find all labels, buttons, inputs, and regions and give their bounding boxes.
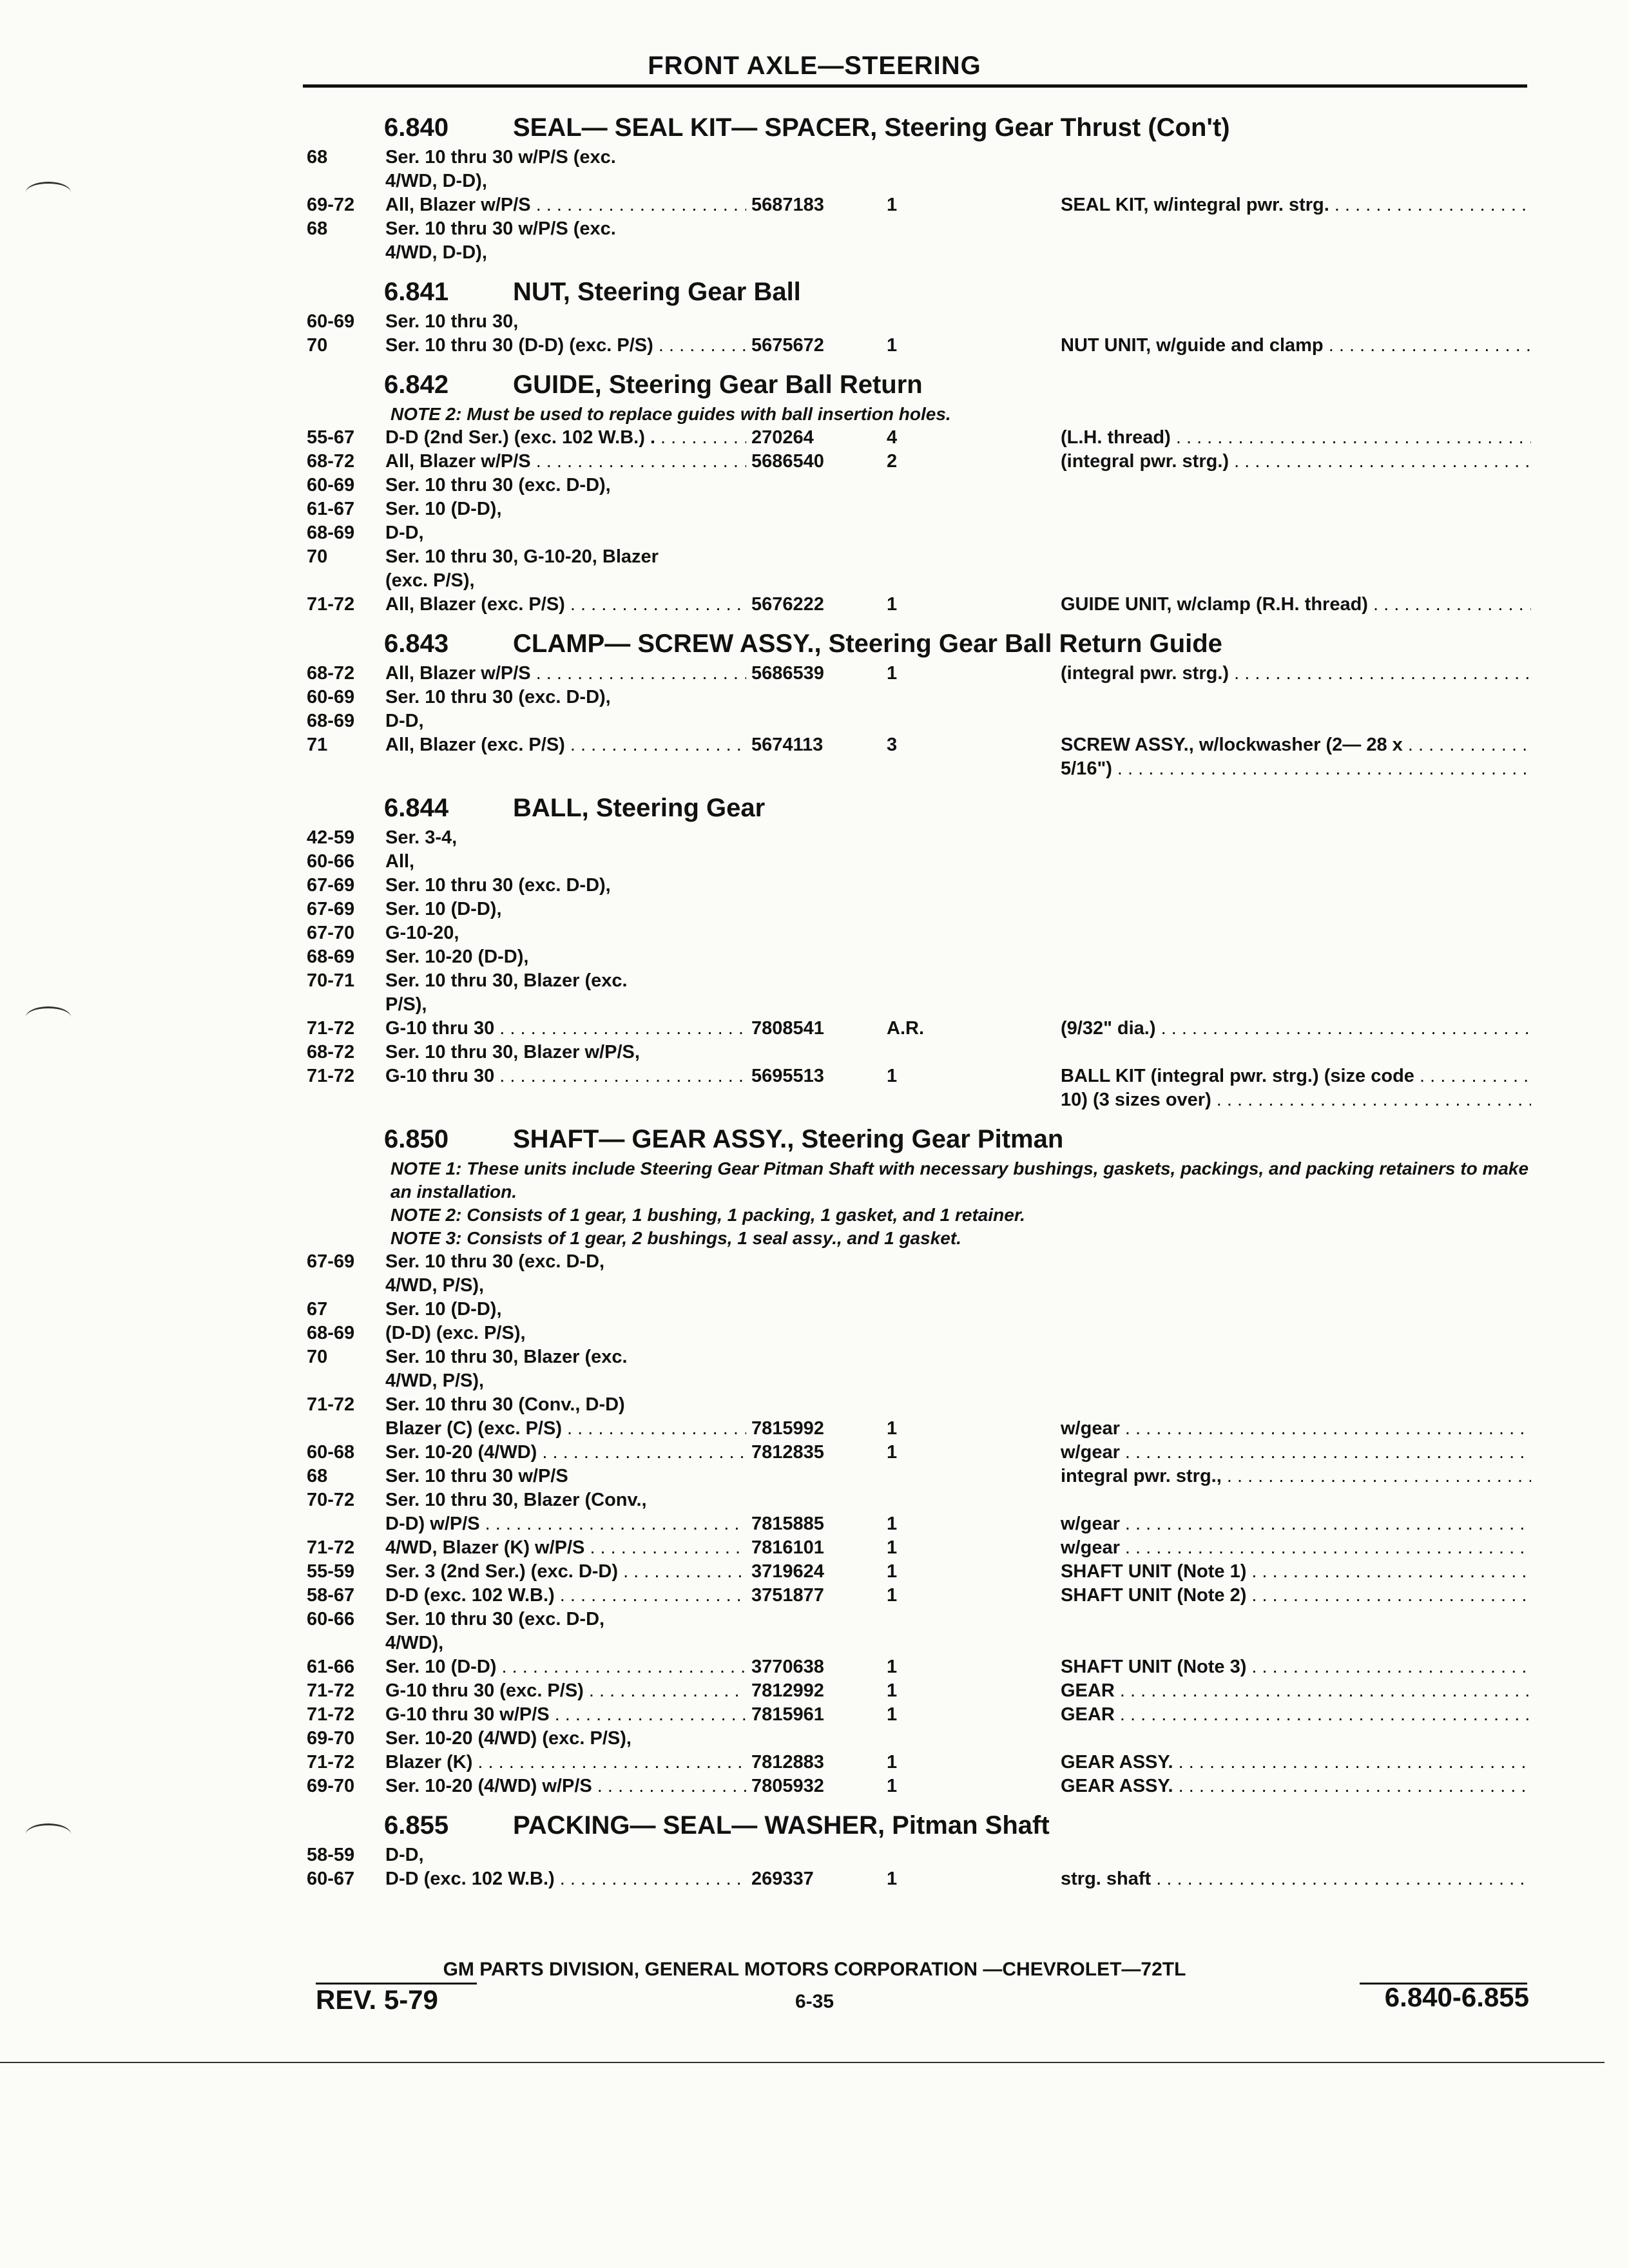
quantity: 1 — [887, 1066, 898, 1086]
quantity: 1 — [887, 1680, 898, 1701]
section-title — [307, 274, 1531, 310]
description: (integral pwr. strg.) . . . — [1061, 662, 1531, 686]
parts-row — [307, 1512, 1531, 1536]
parts-row — [307, 1088, 1531, 1112]
application: Ser. 10 (D-D), — [385, 499, 502, 519]
parts-row — [307, 1488, 1531, 1512]
application: Ser. 10-20 (D-D), — [385, 947, 529, 967]
application: G-10 thru 30 . . . — [385, 1017, 746, 1041]
model-years: 68-72 — [307, 663, 355, 684]
model-years: 68 — [307, 147, 328, 168]
application: All, Blazer (exc. P/S) . . . — [385, 593, 746, 617]
model-years: 71-72 — [307, 1537, 355, 1558]
part-number: 5686540 — [751, 451, 824, 472]
part-number: 5675672 — [751, 335, 824, 356]
parts-row — [307, 1250, 1531, 1274]
model-years: 68-72 — [307, 451, 355, 472]
quantity: 1 — [887, 1657, 898, 1677]
section-number: 6.840 — [384, 113, 449, 142]
parts-row — [307, 709, 1531, 733]
application: Ser. 10 thru 30, — [385, 311, 519, 332]
description: w/gear . . . — [1061, 1536, 1531, 1560]
parts-row — [307, 310, 1531, 334]
application: (D-D) (exc. P/S), — [385, 1323, 526, 1343]
part-number: 7816101 — [751, 1537, 824, 1558]
parts-row — [307, 1321, 1531, 1345]
parts-row — [307, 1441, 1531, 1465]
model-years: 70 — [307, 335, 328, 356]
parts-row — [307, 945, 1531, 969]
parts-catalog-content — [307, 101, 1531, 1891]
quantity: 1 — [887, 1585, 898, 1606]
parts-row — [307, 1274, 1531, 1298]
model-years: 69-70 — [307, 1776, 355, 1796]
quantity: 1 — [887, 335, 898, 356]
description: SHAFT UNIT (Note 3) . . . — [1061, 1655, 1531, 1679]
parts-row — [307, 1608, 1531, 1631]
parts-row — [307, 1041, 1531, 1064]
part-number: 3719624 — [751, 1561, 824, 1582]
parts-row — [307, 993, 1531, 1017]
model-years: 60-69 — [307, 687, 355, 707]
application: Ser. 10 thru 30, Blazer (exc. — [385, 970, 628, 991]
part-number: 5686539 — [751, 663, 824, 684]
parts-row — [307, 1867, 1531, 1891]
parts-row — [307, 1843, 1531, 1867]
binder-hole-mark — [26, 1823, 71, 1845]
parts-row — [307, 593, 1531, 617]
section-title — [307, 626, 1531, 662]
quantity: 1 — [887, 1704, 898, 1725]
model-years: 67 — [307, 1299, 328, 1320]
part-number: 5687183 — [751, 195, 824, 215]
section-title — [307, 1807, 1531, 1843]
parts-row — [307, 1298, 1531, 1321]
application: (exc. P/S), — [385, 570, 475, 591]
model-years: 60-69 — [307, 475, 355, 495]
parts-row — [307, 217, 1531, 241]
footer-revision: REV. 5-79 — [316, 1984, 438, 2015]
parts-row — [307, 450, 1531, 474]
parts-row — [307, 1536, 1531, 1560]
parts-row — [307, 921, 1531, 945]
application: D-D (exc. 102 W.B.) . . . — [385, 1867, 746, 1891]
application: Ser. 10 thru 30, Blazer (exc. — [385, 1347, 628, 1367]
application: 4/WD, P/S), — [385, 1370, 485, 1391]
part-number: 269337 — [751, 1869, 814, 1889]
model-years: 60-69 — [307, 311, 355, 332]
application: 4/WD, D-D), — [385, 171, 487, 191]
section-heading: SHAFT— GEAR ASSY., Steering Gear Pitman — [513, 1125, 1064, 1153]
description: (integral pwr. strg.) . . . — [1061, 450, 1531, 474]
parts-row — [307, 686, 1531, 709]
parts-row — [307, 969, 1531, 993]
description: (L.H. thread) . . . — [1061, 426, 1531, 450]
parts-row — [307, 1417, 1531, 1441]
model-years: 60-67 — [307, 1869, 355, 1889]
model-years: 71 — [307, 735, 328, 755]
quantity: A.R. — [887, 1018, 924, 1039]
application: Ser. 10 (D-D), — [385, 1299, 502, 1320]
description: NUT UNIT, w/guide and clamp . . . — [1061, 334, 1531, 358]
section-number: 6.842 — [384, 370, 449, 399]
parts-row — [307, 898, 1531, 921]
part-number: 7812992 — [751, 1680, 824, 1701]
application: D-D, — [385, 711, 424, 731]
parts-row — [307, 1064, 1531, 1088]
application: Ser. 10 thru 30 (exc. D-D, — [385, 1251, 605, 1272]
bottom-rule — [0, 2062, 1605, 2063]
description: SEAL KIT, w/integral pwr. strg. . . . — [1061, 193, 1531, 217]
description: w/gear . . . — [1061, 1441, 1531, 1465]
parts-row — [307, 874, 1531, 898]
part-number: 7812883 — [751, 1752, 824, 1773]
parts-row — [307, 1631, 1531, 1655]
application: Ser. 10 thru 30, Blazer (Conv., — [385, 1490, 647, 1510]
application: Ser. 10 thru 30 (Conv., D-D) — [385, 1394, 625, 1415]
model-years: 60-66 — [307, 851, 355, 872]
application: G-10-20, — [385, 923, 459, 943]
application: G-10 thru 30 (exc. P/S) . . . — [385, 1679, 746, 1703]
model-years: 71-72 — [307, 1704, 355, 1725]
model-years: 67-69 — [307, 899, 355, 919]
model-years: 70-71 — [307, 970, 355, 991]
model-years: 71-72 — [307, 1066, 355, 1086]
application: Ser. 10 thru 30 (exc. D-D), — [385, 687, 611, 707]
description: GEAR ASSY. . . . — [1061, 1751, 1531, 1774]
quantity: 1 — [887, 195, 898, 215]
application: 4/WD, Blazer (K) w/P/S . . . — [385, 1536, 746, 1560]
description: GEAR . . . — [1061, 1703, 1531, 1727]
page-header: FRONT AXLE—STEERING — [648, 52, 981, 80]
model-years: 69-72 — [307, 195, 355, 215]
part-number: 5695513 — [751, 1066, 824, 1086]
section-number: 6.841 — [384, 278, 449, 306]
model-years: 61-66 — [307, 1657, 355, 1677]
section-title — [307, 1121, 1531, 1157]
model-years: 69-70 — [307, 1728, 355, 1749]
application: Ser. 10 thru 30 w/P/S (exc. — [385, 147, 616, 168]
model-years: 55-59 — [307, 1561, 355, 1582]
application: Ser. 10 (D-D), — [385, 899, 502, 919]
description: w/gear . . . — [1061, 1512, 1531, 1536]
parts-row — [307, 1679, 1531, 1703]
application: All, Blazer w/P/S . . . — [385, 193, 746, 217]
section-heading: SEAL— SEAL KIT— SPACER, Steering Gear Thrust (Con't) — [513, 113, 1230, 142]
model-years: 71-72 — [307, 1680, 355, 1701]
binder-hole-mark — [26, 182, 71, 203]
section-number: 6.844 — [384, 794, 449, 822]
quantity: 1 — [887, 594, 898, 615]
model-years: 70-72 — [307, 1490, 355, 1510]
application: Ser. 3-4, — [385, 827, 458, 848]
parts-row — [307, 241, 1531, 265]
application: Ser. 10 thru 30, G-10-20, Blazer — [385, 546, 659, 567]
parts-row — [307, 169, 1531, 193]
description: GUIDE UNIT, w/clamp (R.H. thread) . . . — [1061, 593, 1531, 617]
application: P/S), — [385, 994, 427, 1015]
parts-row — [307, 1017, 1531, 1041]
parts-row — [307, 662, 1531, 686]
application: Ser. 10 thru 30, Blazer w/P/S, — [385, 1042, 640, 1062]
description: BALL KIT (integral pwr. strg.) (size code . . . — [1061, 1064, 1531, 1088]
section-number: 6.850 — [384, 1125, 449, 1153]
parts-row — [307, 1751, 1531, 1774]
section-note: NOTE 3: Consists of 1 gear, 2 bushings, 1 seal assy., and 1 gasket. — [390, 1228, 961, 1248]
part-number: 7805932 — [751, 1776, 824, 1796]
description: w/gear . . . — [1061, 1417, 1531, 1441]
model-years: 68-69 — [307, 711, 355, 731]
application: D-D (exc. 102 W.B.) . . . — [385, 1584, 746, 1608]
model-years: 58-59 — [307, 1845, 355, 1865]
application: Ser. 10 thru 30 (exc. D-D), — [385, 475, 611, 495]
parts-row — [307, 146, 1531, 169]
parts-row — [307, 1727, 1531, 1751]
description: 10) (3 sizes over) . . . — [1061, 1088, 1531, 1112]
application: All, Blazer w/P/S . . . — [385, 450, 746, 474]
model-years: 67-70 — [307, 923, 355, 943]
application: Ser. 10 thru 30 w/P/S — [385, 1466, 568, 1486]
parts-row — [307, 1393, 1531, 1417]
quantity: 1 — [887, 1776, 898, 1796]
application: 4/WD, D-D), — [385, 242, 487, 263]
model-years: 70 — [307, 1347, 328, 1367]
model-years: 67-69 — [307, 875, 355, 896]
description: GEAR . . . — [1061, 1679, 1531, 1703]
quantity: 1 — [887, 1752, 898, 1773]
part-number: 7808541 — [751, 1018, 824, 1039]
description: SHAFT UNIT (Note 1) . . . — [1061, 1560, 1531, 1584]
part-number: 7815992 — [751, 1418, 824, 1439]
model-years: 68-69 — [307, 523, 355, 543]
parts-row — [307, 545, 1531, 569]
quantity: 3 — [887, 735, 898, 755]
parts-row — [307, 1465, 1531, 1488]
description: 5/16") . . . — [1061, 757, 1531, 781]
application: D-D, — [385, 1845, 424, 1865]
model-years: 70 — [307, 546, 328, 567]
section-note: NOTE 2: Must be used to replace guides with ball insertion holes. — [390, 404, 951, 424]
application: Ser. 10 thru 30 (exc. D-D), — [385, 875, 611, 896]
application: G-10 thru 30 . . . — [385, 1064, 746, 1088]
footer-page-number: 6-35 — [795, 1991, 834, 2012]
section-note: NOTE 1: These units include Steering Gear Pitman Shaft with necessary bushings, gaskets, packings, and packing retainers to make an installation. — [390, 1158, 1529, 1202]
model-years: 58-67 — [307, 1585, 355, 1606]
application: D-D (2nd Ser.) (exc. 102 W.B.) . . . . — [385, 426, 746, 450]
part-number: 7815885 — [751, 1514, 824, 1534]
parts-row — [307, 1703, 1531, 1727]
application: Ser. 10-20 (4/WD) . . . — [385, 1441, 746, 1465]
header-rule — [303, 84, 1527, 88]
model-years: 61-67 — [307, 499, 355, 519]
application: Ser. 10-20 (4/WD) w/P/S . . . — [385, 1774, 746, 1798]
description: strg. shaft . . . — [1061, 1867, 1531, 1891]
quantity: 1 — [887, 1537, 898, 1558]
parts-row — [307, 193, 1531, 217]
quantity: 2 — [887, 451, 898, 472]
section-heading: CLAMP— SCREW ASSY., Steering Gear Ball Return Guide — [513, 629, 1222, 658]
application: Ser. 10 thru 30 (exc. D-D, — [385, 1609, 605, 1629]
application: All, — [385, 851, 415, 872]
part-number: 3770638 — [751, 1657, 824, 1677]
model-years: 71-72 — [307, 1752, 355, 1773]
model-years: 68 — [307, 1466, 328, 1486]
parts-row — [307, 1345, 1531, 1369]
model-years: 60-66 — [307, 1609, 355, 1629]
application: Blazer (C) (exc. P/S) . . . — [385, 1417, 746, 1441]
application: All, Blazer w/P/S . . . — [385, 662, 746, 686]
application: All, Blazer (exc. P/S) . . . — [385, 733, 746, 757]
binder-hole-mark — [26, 1006, 71, 1028]
section-heading: BALL, Steering Gear — [513, 794, 766, 822]
model-years: 60-68 — [307, 1442, 355, 1463]
description: SCREW ASSY., w/lockwasher (2— 28 x . . . — [1061, 733, 1531, 757]
parts-row — [307, 1774, 1531, 1798]
application: Ser. 10-20 (4/WD) (exc. P/S), — [385, 1728, 631, 1749]
application: Ser. 10 (D-D) . . . — [385, 1655, 746, 1679]
section-heading: PACKING— SEAL— WASHER, Pitman Shaft — [513, 1811, 1050, 1840]
part-number: 5676222 — [751, 594, 824, 615]
parts-row — [307, 850, 1531, 874]
application: G-10 thru 30 w/P/S . . . — [385, 1703, 746, 1727]
parts-row — [307, 1369, 1531, 1393]
section-heading: GUIDE, Steering Gear Ball Return — [513, 370, 923, 399]
part-number: 5674113 — [751, 735, 824, 755]
parts-row — [307, 334, 1531, 358]
section-title — [307, 367, 1531, 403]
part-number: 7815961 — [751, 1704, 824, 1725]
application: D-D) w/P/S . . . — [385, 1512, 746, 1536]
application: Ser. 10 thru 30 w/P/S (exc. — [385, 218, 616, 239]
parts-row — [307, 569, 1531, 593]
quantity: 1 — [887, 1418, 898, 1439]
model-years: 71-72 — [307, 594, 355, 615]
model-years: 68-69 — [307, 1323, 355, 1343]
model-years: 68-69 — [307, 947, 355, 967]
model-years: 71-72 — [307, 1394, 355, 1415]
footer-section-range: 6.840-6.855 — [1384, 1982, 1529, 2012]
quantity: 1 — [887, 1869, 898, 1889]
parts-row — [307, 497, 1531, 521]
parts-row — [307, 826, 1531, 850]
model-years: 67-69 — [307, 1251, 355, 1272]
part-number: 270264 — [751, 427, 814, 448]
application: Ser. 3 (2nd Ser.) (exc. D-D) . . . — [385, 1560, 746, 1584]
quantity: 1 — [887, 663, 898, 684]
section-title — [307, 790, 1531, 826]
section-heading: NUT, Steering Gear Ball — [513, 278, 801, 306]
part-number: 3751877 — [751, 1585, 824, 1606]
model-years: 42-59 — [307, 827, 355, 848]
model-years: 68-72 — [307, 1042, 355, 1062]
parts-row — [307, 733, 1531, 757]
quantity: 1 — [887, 1514, 898, 1534]
description: (9/32" dia.) . . . — [1061, 1017, 1531, 1041]
model-years: 71-72 — [307, 1018, 355, 1039]
parts-row — [307, 474, 1531, 497]
description: GEAR ASSY. . . . — [1061, 1774, 1531, 1798]
model-years: 55-67 — [307, 427, 355, 448]
section-note: NOTE 2: Consists of 1 gear, 1 bushing, 1 packing, 1 gasket, and 1 retainer. — [390, 1205, 1025, 1225]
description: integral pwr. strg., . . . — [1061, 1465, 1531, 1488]
parts-row — [307, 757, 1531, 781]
application: 4/WD, P/S), — [385, 1275, 485, 1296]
application: Ser. 10 thru 30 (D-D) (exc. P/S) . . . — [385, 334, 746, 358]
quantity: 1 — [887, 1561, 898, 1582]
application: Blazer (K) . . . — [385, 1751, 746, 1774]
part-number: 7812835 — [751, 1442, 824, 1463]
section-title — [307, 110, 1531, 146]
description: SHAFT UNIT (Note 2) . . . — [1061, 1584, 1531, 1608]
model-years: 68 — [307, 218, 328, 239]
quantity: 4 — [887, 427, 898, 448]
parts-row — [307, 1655, 1531, 1679]
parts-row — [307, 426, 1531, 450]
footer-organization: GM PARTS DIVISION, GENERAL MOTORS CORPORATION —CHEVROLET—72TL — [443, 1959, 1186, 1980]
quantity: 1 — [887, 1442, 898, 1463]
parts-row — [307, 1560, 1531, 1584]
parts-row — [307, 521, 1531, 545]
application: 4/WD), — [385, 1633, 444, 1653]
section-number: 6.843 — [384, 629, 449, 658]
parts-row — [307, 1584, 1531, 1608]
section-number: 6.855 — [384, 1811, 449, 1840]
application: D-D, — [385, 523, 424, 543]
